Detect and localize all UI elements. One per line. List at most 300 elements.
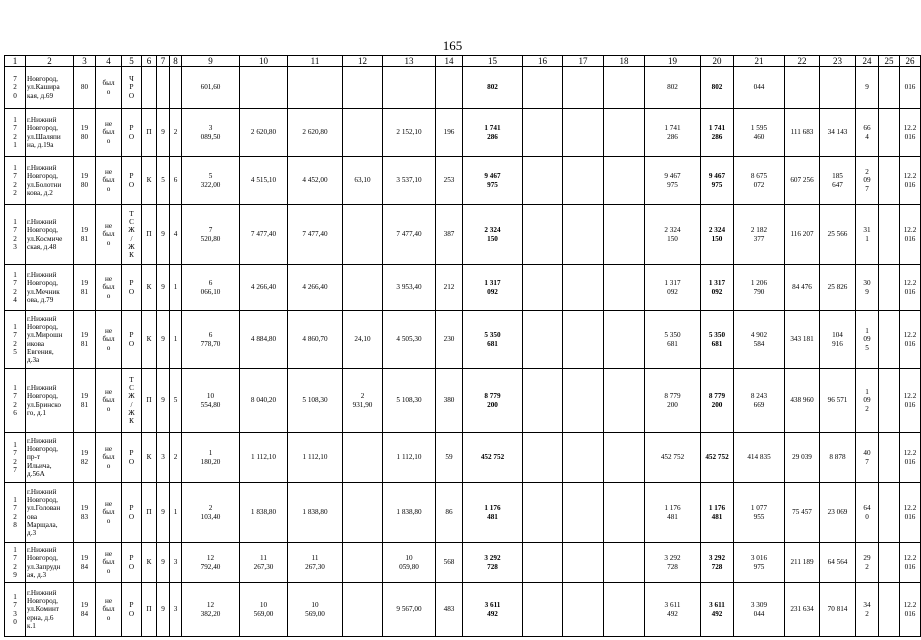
table-cell: 19 81	[74, 311, 96, 369]
table-cell: 607 256	[785, 157, 820, 205]
table-cell: 387	[436, 205, 463, 265]
table-cell: 3 016 975	[734, 543, 785, 583]
column-number-cell: 21	[734, 56, 785, 67]
table-cell: 9	[157, 109, 170, 157]
table-cell: 3 953,40	[383, 265, 436, 311]
table-cell: не был о	[96, 483, 122, 543]
table-cell: 25 826	[820, 265, 856, 311]
table-cell: 9	[157, 583, 170, 637]
table-cell: 4 452,00	[288, 157, 343, 205]
table-cell: 1 7 2 4	[5, 265, 26, 311]
table-cell: 4 515,10	[240, 157, 288, 205]
table-cell: Р О	[122, 583, 142, 637]
table-cell: 9	[856, 67, 879, 109]
table-row	[5, 67, 921, 109]
table-cell: 9 467 975	[463, 157, 523, 205]
table-cell: 7 477,40	[240, 205, 288, 265]
table-cell	[563, 583, 604, 637]
address-cell: г.Нижний Новгород, пр-т Ильича, д.56А	[26, 433, 74, 483]
table-cell	[879, 543, 900, 583]
table-cell: 1 09 2	[856, 369, 879, 433]
table-cell: был о	[96, 67, 122, 109]
table-cell	[879, 311, 900, 369]
table-cell: 1 176 481	[463, 483, 523, 543]
table-cell: 2	[170, 109, 182, 157]
table-cell	[523, 311, 563, 369]
address-cell: г.Нижний Новгород, ул.Коминт ерна, д.6 к.1	[26, 583, 74, 637]
table-row	[5, 205, 921, 265]
table-cell: 1 317 092	[701, 265, 734, 311]
table-cell	[563, 67, 604, 109]
table-cell: 19 84	[74, 543, 96, 583]
table-cell: 1 206 790	[734, 265, 785, 311]
table-cell: П	[142, 483, 157, 543]
table-cell: 116 207	[785, 205, 820, 265]
table-cell	[879, 67, 900, 109]
table-cell: К	[142, 157, 157, 205]
table-cell: 12.2 016	[900, 205, 921, 265]
table-row	[5, 583, 921, 637]
table-cell: 3	[170, 583, 182, 637]
table-cell: 12.2 016	[900, 543, 921, 583]
table-cell: 2 931,90	[343, 369, 383, 433]
table-cell: 452 752	[701, 433, 734, 483]
table-cell	[343, 583, 383, 637]
table-cell	[785, 67, 820, 109]
table-cell: Р О	[122, 543, 142, 583]
table-cell: 2 152,10	[383, 109, 436, 157]
table-cell: 8 779 200	[463, 369, 523, 433]
table-cell	[343, 109, 383, 157]
table-cell: 2 620,80	[240, 109, 288, 157]
table-cell: 802	[645, 67, 701, 109]
table-cell: 1	[170, 311, 182, 369]
column-number-cell: 12	[343, 56, 383, 67]
table-cell: 1 7 2 1	[5, 109, 26, 157]
column-number-cell: 24	[856, 56, 879, 67]
table-cell: П	[142, 369, 157, 433]
table-row	[5, 433, 921, 483]
table-cell: 12.2 016	[900, 483, 921, 543]
table-cell: 452 752	[463, 433, 523, 483]
table-cell: 7 477,40	[288, 205, 343, 265]
column-number-cell: 6	[142, 56, 157, 67]
table-cell: 8 040,20	[240, 369, 288, 433]
table-cell: Т С Ж / Ж К	[122, 205, 142, 265]
table-cell: Р О	[122, 433, 142, 483]
table-cell: П	[142, 583, 157, 637]
table-cell	[523, 109, 563, 157]
table-cell: 196	[436, 109, 463, 157]
table-cell: 23 069	[820, 483, 856, 543]
table-cell: 19 81	[74, 369, 96, 433]
table-cell: 5 350 681	[463, 311, 523, 369]
address-cell: г.Нижний Новгород, ул.Голован ова Марщала, д.3	[26, 483, 74, 543]
table-cell: 1 741 286	[701, 109, 734, 157]
table-cell: 8 675 072	[734, 157, 785, 205]
table-cell	[604, 311, 645, 369]
column-number-cell: 8	[170, 56, 182, 67]
table-cell: 3 292 728	[645, 543, 701, 583]
table-cell: 5 322,00	[182, 157, 240, 205]
table-cell: 10 569,00	[288, 583, 343, 637]
table-cell: 4 902 584	[734, 311, 785, 369]
table-cell: 12.2 016	[900, 311, 921, 369]
table-cell: 34 143	[820, 109, 856, 157]
table-cell: 5 108,30	[288, 369, 343, 433]
table-cell: 1 7 3 0	[5, 583, 26, 637]
table-row	[5, 543, 921, 583]
table-cell	[563, 483, 604, 543]
table-cell	[523, 583, 563, 637]
table-row	[5, 483, 921, 543]
table-cell: 9 467 975	[645, 157, 701, 205]
table-cell: 5	[157, 157, 170, 205]
table-cell: 29 039	[785, 433, 820, 483]
address-cell: г.Нижний Новгород, ул.Мирошн икова Евгения, д.3а	[26, 311, 74, 369]
table-cell	[604, 109, 645, 157]
column-number-cell: 25	[879, 56, 900, 67]
table-cell	[343, 205, 383, 265]
column-number-cell: 18	[604, 56, 645, 67]
table-cell	[563, 205, 604, 265]
table-cell: не был о	[96, 433, 122, 483]
table-cell	[240, 67, 288, 109]
column-number-cell: 13	[383, 56, 436, 67]
column-number-cell: 11	[288, 56, 343, 67]
table-cell	[523, 483, 563, 543]
address-cell: г.Нижний Новгород, ул.Космиче ская, д.48	[26, 205, 74, 265]
table-cell: 64 0	[856, 483, 879, 543]
column-number-cell: 7	[157, 56, 170, 67]
table-cell: 3 537,10	[383, 157, 436, 205]
table-cell: 1 7 2 7	[5, 433, 26, 483]
table-cell: 7 477,40	[383, 205, 436, 265]
table-cell: 1 09 5	[856, 311, 879, 369]
table-cell: 12.2 016	[900, 433, 921, 483]
table-cell: 104 916	[820, 311, 856, 369]
table-cell: 84 476	[785, 265, 820, 311]
table-cell	[604, 433, 645, 483]
address-cell: г.Нижний Новгород, ул.Бринско го, д.1	[26, 369, 74, 433]
table-cell: 1 7 2 2	[5, 157, 26, 205]
table-cell: 483	[436, 583, 463, 637]
table-cell	[343, 67, 383, 109]
table-cell: 452 752	[645, 433, 701, 483]
table-cell: 1	[170, 265, 182, 311]
table-cell: 9	[157, 265, 170, 311]
table-cell	[604, 205, 645, 265]
column-number-cell: 9	[182, 56, 240, 67]
table-cell: 3	[157, 433, 170, 483]
table-cell: 12.2 016	[900, 265, 921, 311]
table-cell: 5 108,30	[383, 369, 436, 433]
table-cell: 1 838,80	[240, 483, 288, 543]
column-number-cell: 19	[645, 56, 701, 67]
table-cell	[563, 311, 604, 369]
table-cell	[604, 543, 645, 583]
table-cell	[436, 67, 463, 109]
table-cell: 24,10	[343, 311, 383, 369]
column-number-cell: 14	[436, 56, 463, 67]
table-cell: 7 520,80	[182, 205, 240, 265]
table-cell: 75 457	[785, 483, 820, 543]
table-cell	[563, 265, 604, 311]
column-number-cell: 26	[900, 56, 921, 67]
column-number-cell: 10	[240, 56, 288, 67]
table-row	[5, 369, 921, 433]
table-cell: 438 960	[785, 369, 820, 433]
table-cell	[523, 265, 563, 311]
table-cell: 2 182 377	[734, 205, 785, 265]
table-cell: 8 243 669	[734, 369, 785, 433]
table-cell	[343, 265, 383, 311]
table-cell: 19 84	[74, 583, 96, 637]
table-cell: не был о	[96, 157, 122, 205]
table-cell: 4 860,70	[288, 311, 343, 369]
column-number-cell: 15	[463, 56, 523, 67]
table-cell	[383, 67, 436, 109]
table-cell: 30 9	[856, 265, 879, 311]
table-cell	[563, 109, 604, 157]
table-cell: 64 564	[820, 543, 856, 583]
table-cell: 3	[170, 543, 182, 583]
table-cell: 1 317 092	[463, 265, 523, 311]
table-cell: 8 878	[820, 433, 856, 483]
table-cell: 185 647	[820, 157, 856, 205]
table-row	[5, 311, 921, 369]
table-cell: 601,60	[182, 67, 240, 109]
table-cell: 25 566	[820, 205, 856, 265]
table-cell: 5 350 681	[701, 311, 734, 369]
table-cell	[563, 369, 604, 433]
table-cell: 12.2 016	[900, 369, 921, 433]
table-cell: 86	[436, 483, 463, 543]
table-cell: 414 835	[734, 433, 785, 483]
table-cell: 1 180,20	[182, 433, 240, 483]
table-cell: Р О	[122, 157, 142, 205]
table-cell: не был о	[96, 205, 122, 265]
table-cell: 66 4	[856, 109, 879, 157]
table-cell: 12 792,40	[182, 543, 240, 583]
table-cell: 10 059,80	[383, 543, 436, 583]
table-cell: 2 324 150	[645, 205, 701, 265]
table-cell	[820, 67, 856, 109]
table-cell: 19 80	[74, 109, 96, 157]
table-cell: 212	[436, 265, 463, 311]
table-cell	[879, 109, 900, 157]
table-cell: 9	[157, 311, 170, 369]
table-cell: 3 089,50	[182, 109, 240, 157]
table-cell: Р О	[122, 483, 142, 543]
table-cell: 19 80	[74, 157, 96, 205]
table-cell: 11 267,30	[240, 543, 288, 583]
table-cell: 19 81	[74, 205, 96, 265]
table-cell: 2 620,80	[288, 109, 343, 157]
table-cell	[343, 543, 383, 583]
table-cell: 12.2 016	[900, 583, 921, 637]
table-cell: 4	[170, 205, 182, 265]
column-number-cell: 2	[26, 56, 74, 67]
table-cell: 1 838,80	[288, 483, 343, 543]
table-cell: 2 324 150	[701, 205, 734, 265]
table-cell	[142, 67, 157, 109]
table-cell: 9	[157, 543, 170, 583]
table-cell: 1 595 460	[734, 109, 785, 157]
table-cell: Т С Ж / Ж К	[122, 369, 142, 433]
table-cell: 3 309 044	[734, 583, 785, 637]
table-cell: 9	[157, 369, 170, 433]
table-cell: 343 181	[785, 311, 820, 369]
table-cell: 1 7 2 8	[5, 483, 26, 543]
table-cell	[879, 433, 900, 483]
column-number-cell: 16	[523, 56, 563, 67]
table-cell: 9 467 975	[701, 157, 734, 205]
table-cell	[343, 433, 383, 483]
table-cell	[879, 583, 900, 637]
table-cell	[879, 265, 900, 311]
table-cell: 7 2 0	[5, 67, 26, 109]
table-cell: 19 83	[74, 483, 96, 543]
column-number-cell: 17	[563, 56, 604, 67]
table-cell: 10 569,00	[240, 583, 288, 637]
table-cell: 10 554,80	[182, 369, 240, 433]
table-cell	[879, 205, 900, 265]
table-cell: 2 324 150	[463, 205, 523, 265]
table-cell: 1 838,80	[383, 483, 436, 543]
table-row	[5, 265, 921, 311]
table-cell: 1 112,10	[288, 433, 343, 483]
table-cell	[879, 369, 900, 433]
table-cell: не был о	[96, 543, 122, 583]
column-number-cell: 3	[74, 56, 96, 67]
table-cell: 11 267,30	[288, 543, 343, 583]
table-cell: 8 779 200	[701, 369, 734, 433]
column-number-cell: 4	[96, 56, 122, 67]
table-cell: 19 82	[74, 433, 96, 483]
column-number-row	[5, 56, 921, 67]
table-cell: 5	[170, 369, 182, 433]
table-cell: 1 176 481	[645, 483, 701, 543]
table-cell	[604, 369, 645, 433]
table-cell: 1 176 481	[701, 483, 734, 543]
table-cell	[523, 67, 563, 109]
table-cell: 12 382,20	[182, 583, 240, 637]
data-table	[4, 55, 921, 637]
table-cell: 568	[436, 543, 463, 583]
table-cell: 29 2	[856, 543, 879, 583]
table-cell	[879, 157, 900, 205]
table-cell: 1	[170, 483, 182, 543]
table-cell: К	[142, 265, 157, 311]
table-cell: 9	[157, 483, 170, 543]
table-cell: 802	[701, 67, 734, 109]
table-cell: 211 189	[785, 543, 820, 583]
table-cell: 3 611 492	[701, 583, 734, 637]
table-cell: 8 779 200	[645, 369, 701, 433]
table-cell	[343, 483, 383, 543]
table-cell: 12.2 016	[900, 157, 921, 205]
table-cell: 044	[734, 67, 785, 109]
table-cell: Р О	[122, 109, 142, 157]
table-cell: 34 2	[856, 583, 879, 637]
table-row	[5, 109, 921, 157]
table-cell: не был о	[96, 583, 122, 637]
column-number-cell: 5	[122, 56, 142, 67]
table-cell	[523, 157, 563, 205]
table-cell: 3 292 728	[701, 543, 734, 583]
table-cell: 9 567,00	[383, 583, 436, 637]
table-cell: Ч Р О	[122, 67, 142, 109]
table-cell	[563, 543, 604, 583]
table-cell	[604, 483, 645, 543]
table-cell: 80	[74, 67, 96, 109]
page-number: 165	[442, 38, 463, 53]
table-cell: 2 09 7	[856, 157, 879, 205]
table-cell: 1 7 2 6	[5, 369, 26, 433]
table-cell	[157, 67, 170, 109]
table-cell: К	[142, 433, 157, 483]
table-cell: 5 350 681	[645, 311, 701, 369]
table-cell	[604, 583, 645, 637]
table-cell: не был о	[96, 311, 122, 369]
table-cell: 6 778,70	[182, 311, 240, 369]
table-cell	[563, 433, 604, 483]
table-cell: 96 571	[820, 369, 856, 433]
table-cell: 253	[436, 157, 463, 205]
table-cell: 63,10	[343, 157, 383, 205]
table-cell: П	[142, 109, 157, 157]
table-cell: 4 266,40	[288, 265, 343, 311]
table-cell: 1 077 955	[734, 483, 785, 543]
address-cell: г.Нижний Новгород, ул.Запрудн ая, д.3	[26, 543, 74, 583]
table-cell: 1 112,10	[383, 433, 436, 483]
table-cell: 380	[436, 369, 463, 433]
table-cell: 2	[170, 433, 182, 483]
table-cell	[604, 265, 645, 311]
table-cell	[523, 543, 563, 583]
table-cell	[604, 67, 645, 109]
table-cell: 3 292 728	[463, 543, 523, 583]
table-cell: 1 112,10	[240, 433, 288, 483]
table-cell	[523, 205, 563, 265]
table-cell	[604, 157, 645, 205]
address-cell: г.Нижний Новгород, ул.Шаляпи на, д.19а	[26, 109, 74, 157]
table-cell: 016	[900, 67, 921, 109]
table-cell: 59	[436, 433, 463, 483]
table-cell: 6 066,10	[182, 265, 240, 311]
table-cell: 9	[157, 205, 170, 265]
table-cell: 1 7 2 5	[5, 311, 26, 369]
table-cell: 802	[463, 67, 523, 109]
table-cell: 1 741 286	[645, 109, 701, 157]
column-number-cell: 20	[701, 56, 734, 67]
table-cell: 3 611 492	[645, 583, 701, 637]
table-cell: 231 634	[785, 583, 820, 637]
table-cell: 19 81	[74, 265, 96, 311]
table-cell	[523, 433, 563, 483]
address-cell: Новгород, ул.Кашира кая, д.69	[26, 67, 74, 109]
table-cell: 1 7 2 3	[5, 205, 26, 265]
table-cell: 1 7 2 9	[5, 543, 26, 583]
table-cell: 3 611 492	[463, 583, 523, 637]
table-cell	[523, 369, 563, 433]
table-cell: 4 884,80	[240, 311, 288, 369]
table-cell: 12.2 016	[900, 109, 921, 157]
address-cell: г.Нижний Новгород, ул.Мечник ова, д.79	[26, 265, 74, 311]
table-cell	[879, 483, 900, 543]
table-cell: не был о	[96, 369, 122, 433]
